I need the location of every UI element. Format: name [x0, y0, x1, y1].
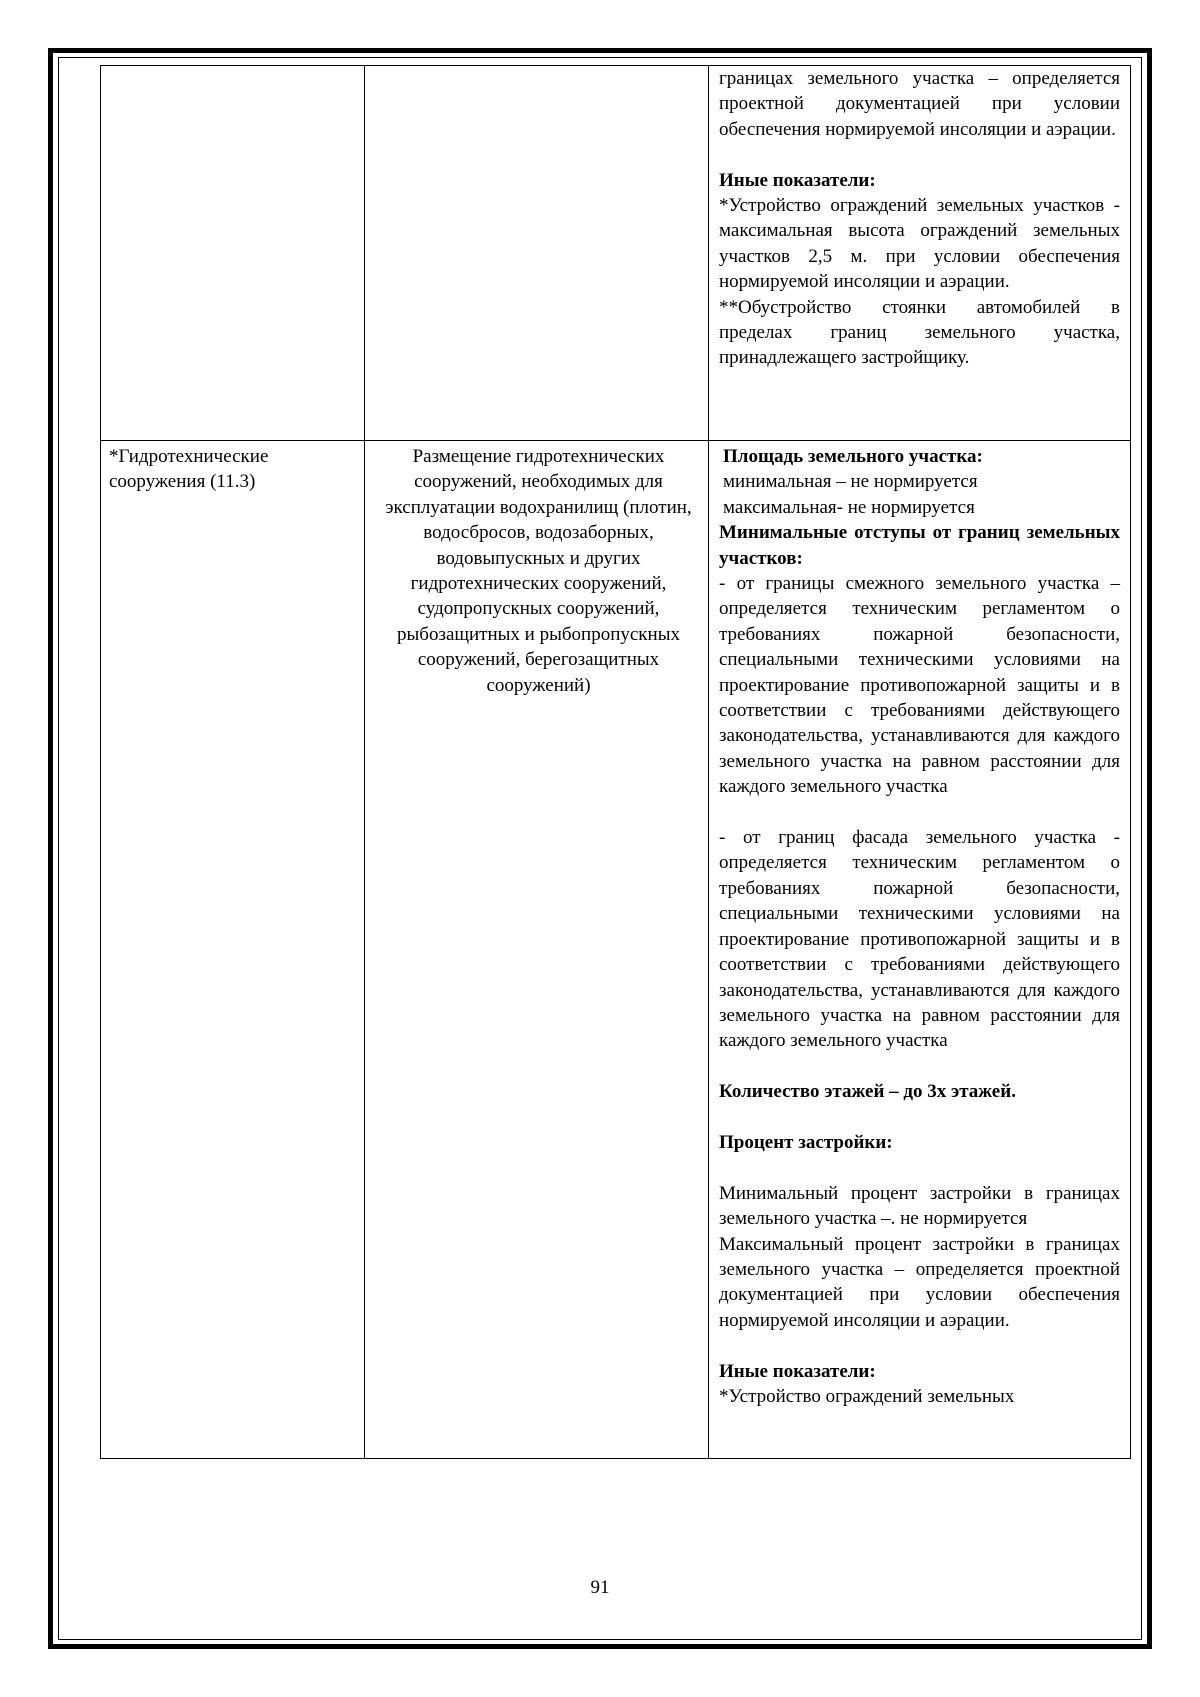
use-description-cell — [365, 441, 709, 1459]
regulations-table — [100, 65, 1131, 1459]
area-heading: Площадь земельного участка: — [723, 446, 983, 467]
min-build-percent-text: Минимальный процент застройки в границах земельного участка –. не нормируется — [719, 1182, 1120, 1230]
table-row — [101, 66, 1131, 441]
use-name-cell — [101, 441, 365, 1459]
setback-facade-text: - от границ фасада земельного участка - определяется техническим регламентом о требованиях пожарной безопасности, специальными техническими условиями на проектирование противопожарной защиты и в соответствии с требованиями действующего законодательства, устанавливаются для каждого земельного участка на равном расстоянии для каждого земельного участка — [719, 827, 1120, 1052]
other-indicators-heading: Иные показатели: — [719, 1360, 876, 1382]
use-name: *Гидротехнические сооружения (11.3) — [109, 446, 269, 493]
area-max: максимальная- не нормируется — [723, 496, 975, 518]
build-percent-heading: Процент застройки: — [719, 1131, 893, 1153]
other-indicators-heading: Иные показатели: — [719, 169, 876, 191]
max-build-percent-text: Максимальный процент застройки в границах земельного участка – определяется проектной документацией при условии обеспечения нормируемой инсоляции и аэрации. — [719, 1233, 1120, 1331]
parameters-cell — [709, 441, 1131, 1459]
page-number: 91 — [590, 1577, 610, 1598]
setback-adjacent-text: - от границы смежного земельного участка – определяется техническим регламентом о требованиях пожарной безопасности, специальными техническими условиями на проектирование противопожарной защиты и в соответствии с требованиями действующего законодательства, устанавливаются для каждого земельного участка на равном расстоянии для каждого земельного участка — [719, 573, 1120, 798]
use-description: Размещение гидротехнических сооружений, необходимых для эксплуатации водохранилищ (плотин, водосбросов, водозаборных, водовыпускных и других гидротехнических сооружений, судопропускных сооружений, рыбозащитных и рыбопропускных сооружений, берегозащитных сооружений) — [385, 446, 692, 696]
fence-text-start: *Устройство ограждений земельных — [719, 1385, 1015, 1407]
max-build-percent-continuation: границах земельного участка – определяется проектной документацией при условии обеспечения нормируемой инсоляции и аэрации. — [719, 68, 1120, 140]
area-min: минимальная – не нормируется — [723, 471, 978, 493]
use-name-cell — [101, 66, 365, 441]
setback-heading: Минимальные отступы от границ земельных участков: — [719, 522, 1120, 569]
parking-text: **Обустройство стоянки автомобилей в пределах границ земельного участка, принадлежащего застройщику. — [719, 296, 1120, 369]
use-description-cell — [365, 66, 709, 441]
table-row — [101, 441, 1131, 1459]
parameters-cell — [709, 66, 1131, 441]
floors-text: Количество этажей – до 3х этажей. — [719, 1081, 1016, 1103]
fence-text: *Устройство ограждений земельных участков - максимальная высота ограждений земельных участков 2,5 м. при условии обеспечения нормируемой инсоляции и аэрации. — [719, 195, 1120, 293]
